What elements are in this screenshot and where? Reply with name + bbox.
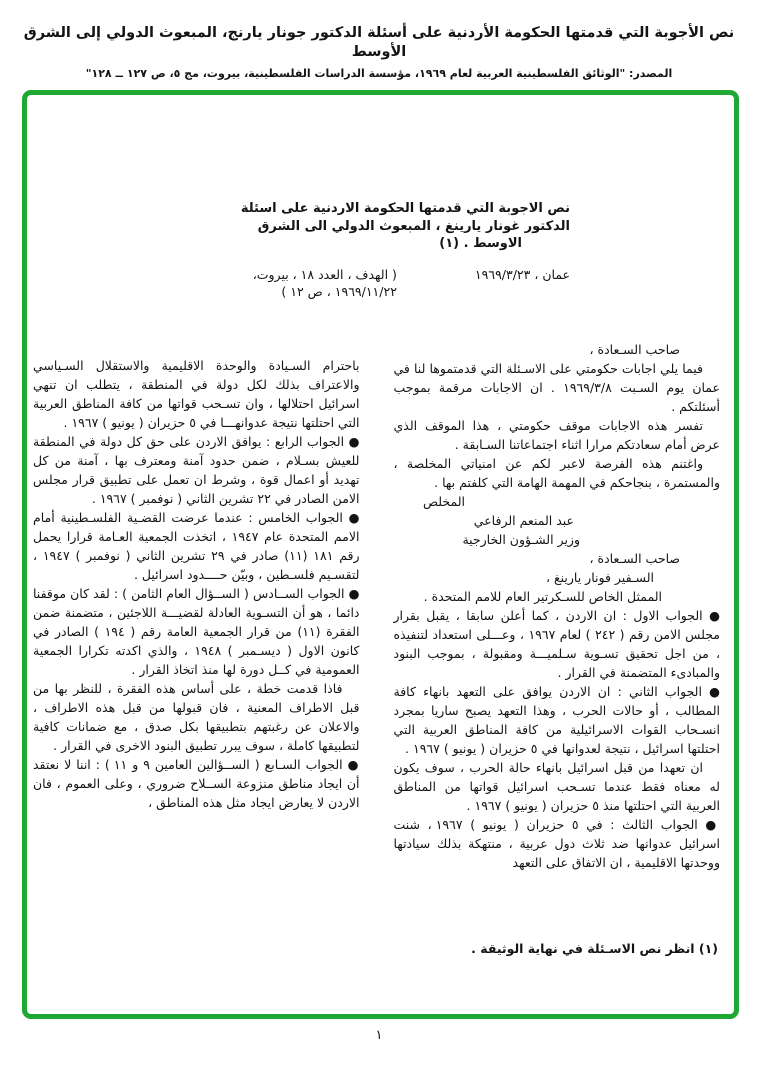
answer-7-paragraph: ● الجواب السـابع ( الســؤالين العامين ٩ و ١١ ) : اننا لا نعتقد أن ايجاد مناطق منزوعة الســلاح ضروري ، وعلى العموم ، فان الاردن لا يعارض ايجاد مثل هذه المناطق ، [33, 756, 360, 810]
body-paragraph: واغتنم هذه الفرصة لاعبر لكم عن امنياتي المخلصة ، والمستمرة ، بنجاحكم في المهمة الهامة التي كلفتم بها . [393, 455, 720, 490]
addressee-name: السـفير فونار يارينغ ، [545, 569, 654, 585]
page-number: ١ [375, 1028, 383, 1043]
column-left [33, 340, 360, 872]
answer-3-paragraph: ● الجواب الثالث : في ٥ حزيران ( يونيو ) ١٩٦٧ ، شنت اسرائيل عدوانها ضد ثلاث دول عربية ، منتهكة بذلك سيادتها ووحدتها الاقليمية ، ان الاتفاق على التعهد [393, 816, 720, 870]
salutation: صاحب السـعادة ، [589, 341, 680, 357]
dateline: عمان ، ١٩٦٩/٣/٢٣ [474, 266, 570, 282]
dateline-row [33, 266, 570, 300]
answer-1-paragraph: ● الجواب الاول : ان الاردن ، كما أعلن سابقا ، يقبل بقرار مجلس الامن رقم ( ٢٤٢ ) لعام ١٩٦٧ ، وعـــلى استعداد لتنفيذه ، من اجل تحقيق تسـوية سـلميـــة ومقبولة ، بموجب البنود والمبادىء المتضمنة في القرار . [393, 607, 720, 680]
page-header-source: المصدر: "الوثائق الفلسطينية العربية لعام ١٩٦٩، مؤسسة الدراسات الفلسطينية، بيروت، مج ٥، ص ١٢٧ ــ ١٢٨" [85, 67, 673, 80]
signature-name: عبد المنعم الرفاعي [473, 512, 574, 528]
document-title-line: الدكتور غونار يارينغ ، المبعوث الدولي الى الشرق [257, 218, 570, 234]
signature-closing: المخلص [422, 493, 465, 509]
document-title [33, 200, 570, 253]
body-paragraph: تفسر هذه الاجابات موقف حكومتي ، هذا الموقف الذي عرض أمام سعادتكم مرارا اثناء اجتماعاتنا السـابقة . [393, 417, 720, 452]
body-paragraph: فيما يلي اجابات حكومتي على الاسـئلة التي قدمتموها لنا في عمان يوم السـبت ١٩٦٩/٣/٨ . ان الاجابات مرقمة بموجب أسئلتكم . [393, 360, 720, 414]
signature-title: وزير الشـؤون الخارجية [462, 531, 580, 547]
addressee-title: الممثل الخاص للسـكرتير العام للامم المتحدة . [423, 588, 662, 604]
body-paragraph: ان تعهدا من قبل اسرائيل بانهاء حالة الحرب ، سوف يكون له معناه فقط عندما تسـحب اسرائيل قواتها من المناطق العربية التي احتلتها منذ ٥ حزيران ( يونيو ) ١٩٦٧ . [393, 759, 720, 813]
body-columns [33, 340, 720, 872]
source-citation-line: ( الهدف ، العدد ١٨ ، بيروت، [252, 266, 397, 282]
source-citation [253, 266, 397, 300]
answer-4-paragraph: ● الجواب الرابع : يوافق الاردن على حق كل دولة في المنطقة للعيش بسـلام ، ضمن حدود آمنة ومعترف بها ، آمنة من كل تهديد أو اعمال قوة ، وشرط ان تعمل على تطبيق قرار مجلس الامن الصادر في ٢٢ تشرين الثاني ( نوفمبر ) ١٩٦٧ . [33, 433, 360, 506]
column-right [394, 340, 721, 872]
document-title-line: نص الاجوبة التي قدمتها الحكومة الاردنية على اسئلة [240, 201, 570, 216]
body-paragraph: فاذا قدمت خطة ، على أساس هذه الفقرة ، للنظر بها من قبل الاطراف المعنية ، فان قبولها من قبل هذه الاطراف ، والاعلان عن رغبتهم بتطبيقها بكل صدق ، مع ضمانات كافية لتطبيقها كاملة ، سوف يبرر تطبيق البنود الاخرى في القرار . [33, 680, 360, 753]
document-frame [22, 90, 739, 1019]
salutation: صاحب السـعادة ، [589, 550, 680, 566]
footnote: (١) انظر نص الاسـئلة في نهاية الوثيقة . [471, 941, 718, 956]
source-citation-line: ١٩٦٩/١١/٢٢ ، ص ١٢ ) [281, 283, 397, 299]
answer-2-paragraph: ● الجواب الثاني : ان الاردن يوافق على التعهد بانهاء كافة المطالب ، أو حالات الحرب ، وهذا التعهد يصبح ساريا بمجرد انسـحاب القوات الاسرائيلية من كافة المناطق العربية التي احتلتها اسرائيل ، نتيجة لعدوانها في ٥ حزيران ( يونيو ) ١٩٦٧ . [393, 683, 720, 756]
page-header [0, 24, 758, 80]
answer-6-paragraph: ● الجواب الســادس ( الســؤال العام الثامن ) : لقد كان موقفنا دائما ، هو أن التسـوية العادلة لقضيـــة اللاجئين ، متضمنة ضمن الفقرة (١١) من قرار الجمعية العامة رقم ( ١٩٤ ) الصادر في كانون الاول ( ديسـمبر ) ١٩٤٨ ، والذي اكدته تكرارا الجمعية العمومية في كــل دورة لها منذ اتخاذ القرار . [33, 585, 360, 677]
page-header-title: نص الأجوبة التي قدمتها الحكومة الأردنية على أسئلة الدكتور جونار يارنج، المبعوث الدولي إلى الشرق الأوسط [23, 25, 735, 60]
continuation-paragraph: باحترام السـيادة والوحدة الاقليمية والاستقلال السـياسي والاعتراف بذلك لكل دولة في المنطقة ، يتطلب ان تنهي اسرائيل احتلالها ، وان تسـحب قواتها من كافة المناطق العربية التي احتلتها نتيجة عدوانهـــا في ٥ حزيران ( يونيو ) ١٩٦٧ . [33, 357, 360, 430]
answer-5-paragraph: ● الجواب الخامس : عندما عرضت القضـية الفلسـطينية أمام الامم المتحدة عام ١٩٤٧ ، اتخذت الجمعية العـامة قرارا يحمل رقم ١٨١ (١١) صادر في ٢٩ تشرين الثاني ( نوفمبر ) ١٩٤٧ ، لتقسـيم فلسـطين ، وبيّن حــــدود اسرائيل . [33, 509, 360, 582]
document-title-line: الاوسط . (١) [439, 236, 522, 251]
